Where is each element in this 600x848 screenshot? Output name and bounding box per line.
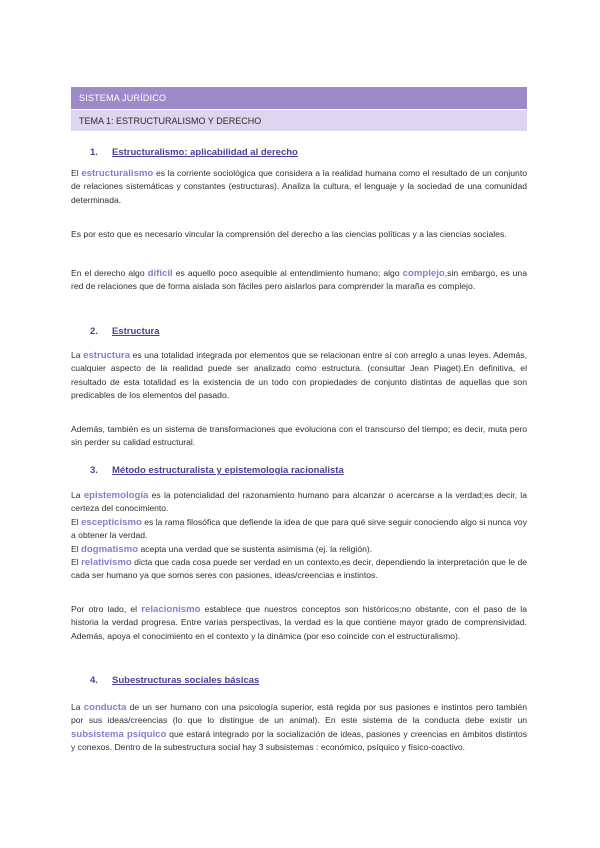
paragraph: En el derecho algo difícil es aquello poco asequible al entendimiento humano; algo complejo,sin embargo, es una red de relaciones que de forma aislada son fáciles pero aislarlos para comprender la maraña es complejo. bbox=[71, 268, 527, 292]
section-number: 4. bbox=[90, 675, 98, 686]
section-number: 1. bbox=[90, 147, 98, 158]
highlighted-term: dogmatismo bbox=[81, 543, 139, 555]
section-number: 2. bbox=[90, 326, 98, 337]
section-title: Método estructuralista y epistemología racionalista bbox=[112, 465, 344, 476]
section-number: 3. bbox=[90, 465, 98, 476]
highlighted-term: epistemología bbox=[83, 490, 149, 501]
topic-banner bbox=[71, 110, 527, 131]
highlighted-term: relacionismo bbox=[141, 604, 201, 615]
section-title: Estructura bbox=[112, 326, 160, 337]
section-title: Estructuralismo: aplicabilidad al derecho bbox=[112, 147, 298, 158]
subject-banner bbox=[71, 87, 527, 109]
paragraph: El estructuralismo es la corriente sociológica que considera a la realidad humana como el resultado de un conjunto de relaciones sistemáticas y constantes (estructuras). Analiza la cultura, el lenguaje y la sociedad de una comunidad determinada. bbox=[71, 168, 527, 205]
paragraph: La estructura es una totalidad integrada por elementos que se relacionan entre sí con arreglo a unas leyes. Además, cualquier aspecto de la realidad puede ser analizado como estructura. (consultar Jean Piaget).En definitiva, el resultado de esta totalidad es la existencia de un todo con propiedades de conjunto distintas de aquellas que son predicables de los elementos del pasado. bbox=[71, 350, 527, 401]
paragraph: Por otro lado, el relacionismo establece que nuestros conceptos son históricos;no obstante, con el paso de la historia la verdad progresa. Entre varias perspectivas, la verdad es la que contiene mayor grado de comprensividad. Además, apoya el conocimiento en el contexto y la dinámica (por eso coincide con el estructuralismo). bbox=[71, 604, 527, 641]
highlighted-term: subsistema psíquico bbox=[71, 728, 167, 740]
paragraph: La conducta de un ser humano con una psicología superior, está regida por sus pasiones e instintos pero también por sus ideas/creencias (lo que lo distingue de un animal). En este sistema de la conducta debe existir un subsistema psíquico que estará integrado por la socialización de ideas, pasiones y creencias en ámbitos distintos y conexos. Dentro de la subestructura social hay 3 subsistemas : económico, psíquico y físico-coactivo. bbox=[71, 702, 527, 753]
subject-title: SISTEMA JURÍDICO bbox=[79, 93, 167, 103]
section-heading-1 bbox=[90, 147, 298, 158]
highlighted-term: estructuralismo bbox=[81, 168, 154, 179]
paragraph-line-group: El escepticismo es la rama filosófica que defiende la idea de que para qué sirve seguir conociendo algo si nunca voy a obtener la verdad. bbox=[71, 516, 527, 541]
paragraph: Además, también es un sistema de transformaciones que evoluciona con el transcurso del tiempo; es decir, muta pero sin perder su calidad estructural. bbox=[71, 424, 527, 448]
highlighted-term: relativismo bbox=[81, 557, 132, 569]
highlighted-term: conducta bbox=[83, 702, 127, 713]
topic-title: TEMA 1: ESTRUCTURALISMO Y DERECHO bbox=[79, 116, 262, 126]
paragraph-line-group: El relativismo dicta que cada cosa puede ser verdad en un contexto,es decir, dependiendo la interpretación que le de cada ser humano ya que somos seres con pasiones, ideas/creencias e instintos. bbox=[71, 557, 528, 581]
section-title: Subestructuras sociales básicas bbox=[112, 675, 260, 686]
section-heading-4 bbox=[90, 675, 259, 686]
section-heading-2 bbox=[90, 326, 160, 337]
section-heading-3 bbox=[90, 465, 344, 476]
paragraph-line-group: El dogmatismo acepta una verdad que se sustenta asimisma (ej. la religión). bbox=[71, 543, 373, 555]
paragraph: Es por esto que es necesario vincular la comprensión del derecho a las ciencias políticas y a las ciencias sociales. bbox=[71, 229, 507, 239]
paragraph-line-group: La epistemología es la potencialidad del razonamiento humano para alcanzar o acercarse a la verdad;es decir, la certeza del conocimiento. bbox=[71, 490, 527, 514]
highlighted-term: estructura bbox=[83, 350, 131, 361]
highlighted-term: escepticismo bbox=[81, 516, 142, 528]
paragraph bbox=[71, 489, 527, 583]
highlighted-term: complejo bbox=[402, 268, 445, 279]
highlighted-term: difícil bbox=[147, 268, 173, 279]
